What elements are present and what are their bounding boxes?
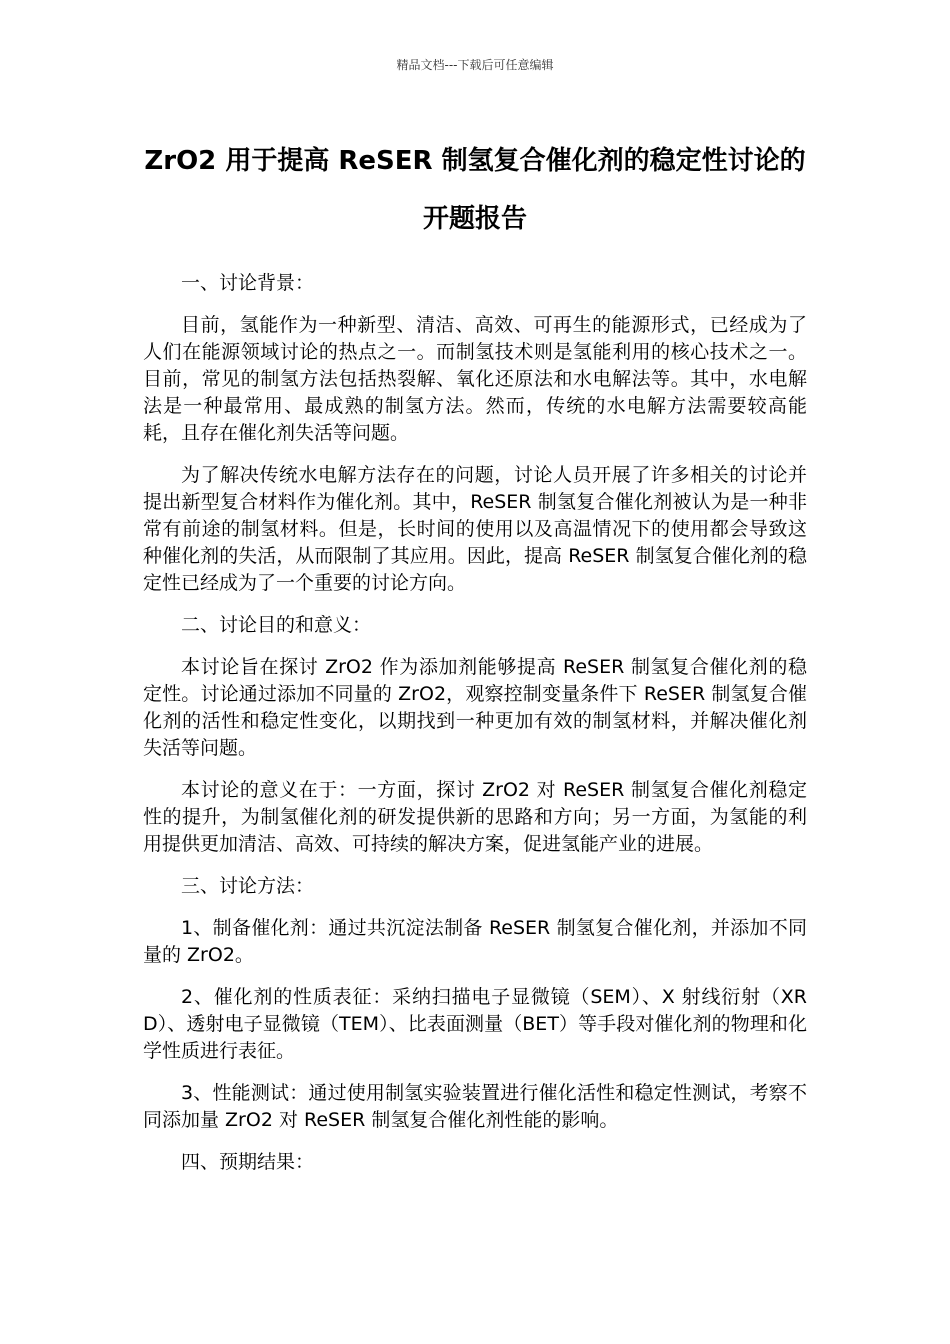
section-heading-expected-results: 四、预期结果： <box>181 1151 315 1173</box>
paragraph-purpose-2: 本讨论的意义在于：一方面，探讨 ZrO2 对 ReSER 制氢复合催化剂稳定性的提升，为制氢催化剂的研发提供新的思路和方向；另一方面，为氢能的利用提供更加清洁、高效、可持续的解决方案，促进氢能产业的进展。 <box>143 779 807 855</box>
paragraph-background-1: 目前，氢能作为一种新型、清洁、高效、可再生的能源形式，已经成为了人们在能源领域讨论的热点之一。而制氢技术则是氢能利用的核心技术之一。目前，常见的制氢方法包括热裂解、氧化还原法和水电解法等。其中，水电解法是一种最常用、最成熟的制氢方法。然而，传统的水电解方法需要较高能耗，且存在催化剂失活等问题。 <box>143 314 807 444</box>
paragraph-background-2: 为了解决传统水电解方法存在的问题，讨论人员开展了许多相关的讨论并提出新型复合材料作为催化剂。其中，ReSER 制氢复合催化剂被认为是一种非常有前途的制氢材料。但是，长时间的使用以及高温情况下的使用都会导致这种催化剂的失活，从而限制了其应用。因此，提高 ReSER 制氢复合催化剂的稳定性已经成为了一个重要的讨论方向。 <box>143 464 807 594</box>
document-body <box>143 270 807 1191</box>
section-heading-purpose: 二、讨论目的和意义： <box>181 614 372 636</box>
paragraph-purpose-1: 本讨论旨在探讨 ZrO2 作为添加剂能够提高 ReSER 制氢复合催化剂的稳定性。讨论通过添加不同量的 ZrO2，观察控制变量条件下 ReSER 制氢复合催化剂的活性和稳定性变化，以期找到一种更加有效的制氢材料，并解决催化剂失活等问题。 <box>143 656 807 759</box>
header-note: 精品文档---下载后可任意编辑 <box>396 58 554 72</box>
document-title: ZrO2 用于提高 ReSER 制氢复合催化剂的稳定性讨论的开题报告 <box>144 146 806 234</box>
section-heading-background: 一、讨论背景： <box>181 272 315 294</box>
section-heading-methods: 三、讨论方法： <box>181 875 315 897</box>
paragraph-method-1: 1、制备催化剂：通过共沉淀法制备 ReSER 制氢复合催化剂，并添加不同量的 ZrO2。 <box>143 917 807 966</box>
paragraph-method-2: 2、催化剂的性质表征：采纳扫描电子显微镜（SEM）、X 射线衍射（XRD）、透射电子显微镜（TEM）、比表面测量（BET）等手段对催化剂的物理和化学性质进行表征。 <box>143 986 807 1062</box>
paragraph-method-3: 3、性能测试：通过使用制氢实验装置进行催化活性和稳定性测试，考察不同添加量 ZrO2 对 ReSER 制氢复合催化剂性能的影响。 <box>143 1082 807 1131</box>
